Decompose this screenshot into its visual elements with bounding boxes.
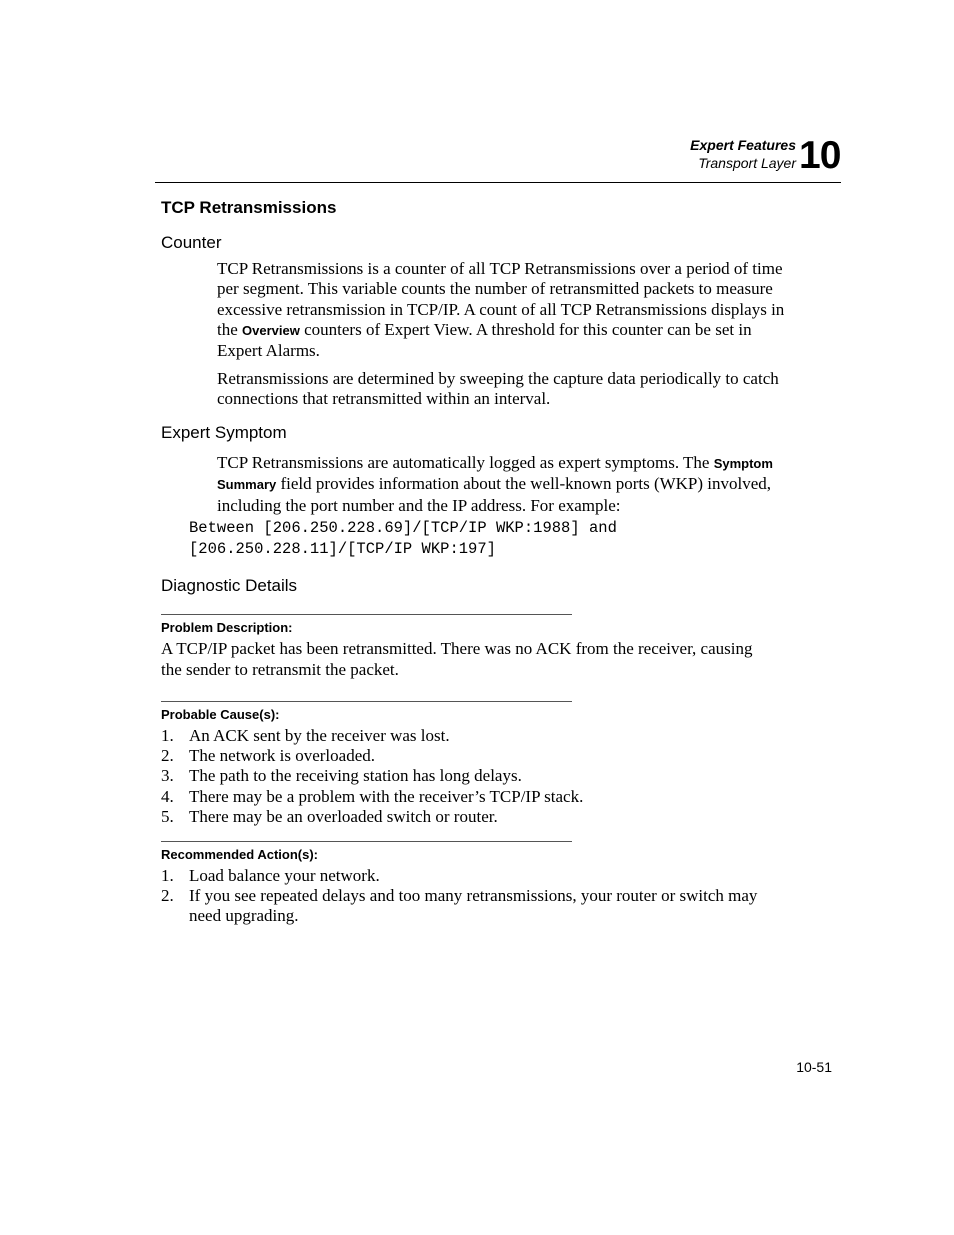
counter-heading: Counter [161, 233, 222, 252]
running-header-title: Expert Features [690, 137, 796, 153]
symptom-text-c: field provides information about the well-known ports (WKP) involved, including the port number and the IP address. For example: [217, 474, 772, 515]
causes-label: Probable Cause(s): [161, 707, 280, 722]
counter-text-c: counters of Expert View. A threshold for this counter can be set in Expert Alarms. [217, 319, 752, 361]
counter-text-2: Retransmissions are determined by sweeping the capture data periodically to catch connections that retransmitted within an interval. [217, 369, 779, 409]
symptom-text-a: TCP Retransmissions are automatically logged as expert symptoms. The [217, 453, 714, 472]
expert-symptom-paragraph [217, 453, 797, 516]
causes-rule [161, 701, 572, 702]
problem-text: A TCP/IP packet has been retransmitted. There was no ACK from the receiver, causing the sender to retransmit the packet. [161, 639, 753, 679]
counter-paragraph-2 [217, 369, 797, 410]
actions-rule [161, 841, 572, 842]
chapter-number: 10 [799, 134, 841, 177]
list-item: 1. An ACK sent by the receiver was lost. [161, 726, 450, 745]
list-item: 4. There may be a problem with the receiver’s TCP/IP stack. [161, 786, 584, 806]
list-item: 1. Load balance your network. [161, 866, 380, 885]
section-title: TCP Retransmissions [161, 198, 337, 217]
header-rule [155, 182, 841, 183]
example-code: Between [206.250.228.69]/[TCP/IP WKP:1988] and [206.250.228.11]/[TCP/IP WKP:197] [189, 519, 617, 558]
causes-list [161, 726, 781, 827]
list-item: 5. There may be an overloaded switch or router. [161, 806, 498, 826]
problem-label: Problem Description: [161, 620, 293, 635]
list-item: 2. If you see repeated delays and too many retransmissions, your router or switch may need upgrading. [161, 886, 758, 926]
page-number: 10-51 [796, 1059, 832, 1075]
diagnostic-heading: Diagnostic Details [161, 576, 298, 595]
counter-paragraph-1 [217, 259, 797, 361]
actions-label: Recommended Action(s): [161, 847, 318, 862]
actions-list [161, 866, 781, 927]
list-item: 2. The network is overloaded. [161, 746, 375, 766]
overview-term: Overview [242, 322, 300, 338]
counter-text-a: TCP Retransmissions is a counter of all TCP Retransmissions over a period of time per segment. This variable counts the number of retransmitted packets to measure excessive retransmission in TCP/IP. A count of all TCP Retransmissions displays in the [217, 259, 785, 339]
problem-rule [161, 614, 572, 615]
list-item: 3. The path to the receiving station has long delays. [161, 766, 522, 786]
symptom-summary-term: Symptom Summary [217, 456, 773, 493]
running-header-subtitle: Transport Layer [698, 155, 796, 171]
expert-symptom-heading: Expert Symptom [161, 423, 287, 442]
